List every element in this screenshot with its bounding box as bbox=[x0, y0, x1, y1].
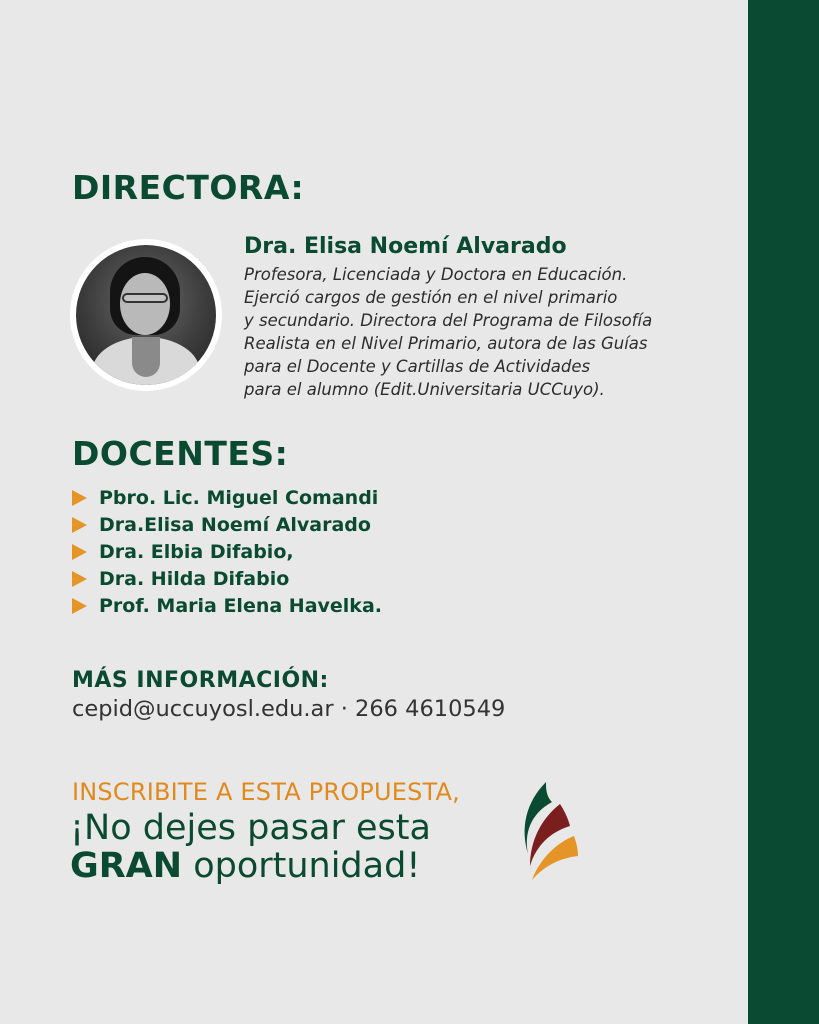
bio-line: Ejerció cargos de gestión en el nivel primario bbox=[244, 288, 618, 307]
orange-triangle-icon bbox=[72, 571, 87, 587]
portrait-image bbox=[76, 245, 216, 385]
bio-line: para el alumno (Edit.Universitaria UCCuyo). bbox=[244, 380, 605, 399]
directora-heading: DIRECTORA: bbox=[72, 168, 305, 207]
list-item bbox=[72, 565, 382, 592]
docente-name: Pbro. Lic. Miguel Comandi bbox=[99, 486, 379, 509]
docentes-list bbox=[72, 484, 382, 619]
docente-name: Prof. Maria Elena Havelka. bbox=[99, 594, 382, 617]
green-side-stripe bbox=[748, 0, 819, 1024]
docente-name: Dra. Hilda Difabio bbox=[99, 567, 290, 590]
cta-bold-word: GRAN bbox=[70, 846, 183, 886]
flame-logo-icon bbox=[516, 780, 578, 884]
contact-info: cepid@uccuyosl.edu.ar · 266 4610549 bbox=[72, 696, 506, 722]
bio-line: Realista en el Nivel Primario, autora de las Guías bbox=[244, 334, 648, 353]
docentes-heading: DOCENTES: bbox=[72, 434, 289, 473]
director-photo bbox=[70, 239, 222, 391]
bio-line: para el Docente y Cartillas de Actividades bbox=[244, 357, 591, 376]
cta-title-line1: ¡No dejes pasar esta bbox=[70, 808, 431, 848]
info-heading: MÁS INFORMACIÓN: bbox=[72, 668, 329, 693]
list-item bbox=[72, 484, 382, 511]
cta-rest: oportunidad! bbox=[182, 846, 421, 886]
orange-triangle-icon bbox=[72, 517, 87, 533]
director-bio bbox=[244, 263, 734, 401]
orange-triangle-icon bbox=[72, 490, 87, 506]
bio-line: y secundario. Directora del Programa de Filosofía bbox=[244, 311, 653, 330]
docente-name: Dra. Elbia Difabio, bbox=[99, 540, 294, 563]
list-item bbox=[72, 592, 382, 619]
director-name: Dra. Elisa Noemí Alvarado bbox=[244, 234, 567, 259]
bio-line: Profesora, Licenciada y Doctora en Educación. bbox=[244, 265, 628, 284]
orange-triangle-icon bbox=[72, 544, 87, 560]
cta-subtitle: INSCRIBITE A ESTA PROPUESTA, bbox=[72, 778, 460, 806]
orange-triangle-icon bbox=[72, 598, 87, 614]
list-item bbox=[72, 538, 382, 565]
docente-name: Dra.Elisa Noemí Alvarado bbox=[99, 513, 371, 536]
cta-title-line2 bbox=[70, 846, 420, 886]
list-item bbox=[72, 511, 382, 538]
